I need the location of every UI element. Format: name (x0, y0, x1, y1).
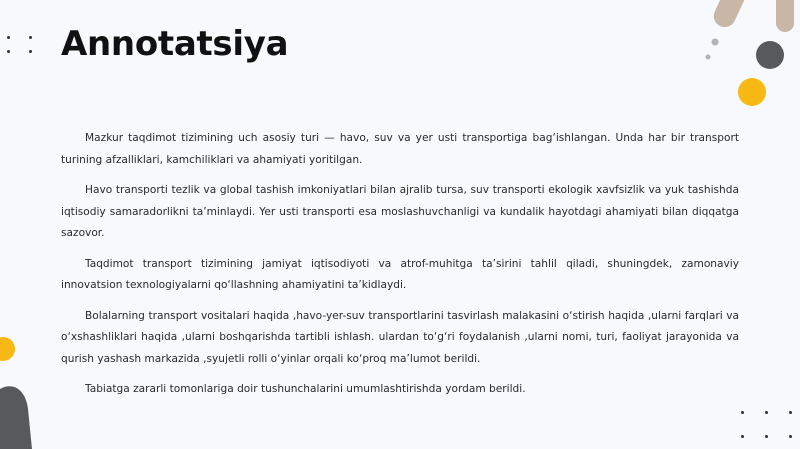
slide-title: Annotatsiya (61, 24, 289, 64)
paragraph: Bolalarning transport vositalari haqida ,havo-yer-suv transportlarini tasvirlash malakasini o‘stirish haqida ,ularni farqlari va o‘xshashliklari haqida ,ularni boshqarishda tartibli ishlash. ulardan to‘g‘ri foydalanish ,ularni nomi, turi, faoliyat jarayonida va qurish yashash markazida ,syujetli rolli o‘yinlar orqali ko‘proq ma’lumot berildi. (61, 309, 739, 365)
decor-dot (7, 36, 10, 39)
decor-dot (741, 411, 744, 414)
decor-shapes-bottom-left (0, 319, 40, 449)
paragraph: Tabiatga zararli tomonlariga doir tushunchalarini umumlashtirishda yordam berildi. (85, 383, 526, 395)
paragraph: Taqdimot transport tizimining jamiyat iqtisodiyoti va atrof-muhitga ta’sirini tahlil qiladi, shuningdek, zamonaviy innovatsion texnologiyalarni qo‘llashning ahamiyatini ta’kidlaydi. (61, 257, 739, 291)
paragraph: Havo transporti tezlik va global tashish imkoniyatlari bilan ajralib tursa, suv transporti ekologik xavfsizlik va yuk tashishda iqtisodiy samaradorlikni ta’minlaydi. Yer usti transporti esa moslashuvchanligi va kundalik hayotdagi ahamiyati bilan diqqatga sazovor. (61, 184, 739, 239)
decor-dot (789, 435, 792, 438)
decor-dot (741, 435, 744, 438)
decor-dot (789, 411, 792, 414)
slide-body (61, 128, 739, 410)
decor-dot (7, 50, 10, 53)
decor-dot (29, 36, 32, 39)
paragraph: Mazkur taqdimot tizimining uch asosiy turi — havo, suv va yer usti transportiga bag‘ishlangan. Unda har bir transport turining afzalliklari, kamchiliklari va ahamiyati yoritilgan. (61, 132, 739, 166)
decor-shapes-top-right (690, 0, 800, 110)
decor-dot (765, 435, 768, 438)
decor-dot (29, 50, 32, 53)
decor-dot (765, 411, 768, 414)
